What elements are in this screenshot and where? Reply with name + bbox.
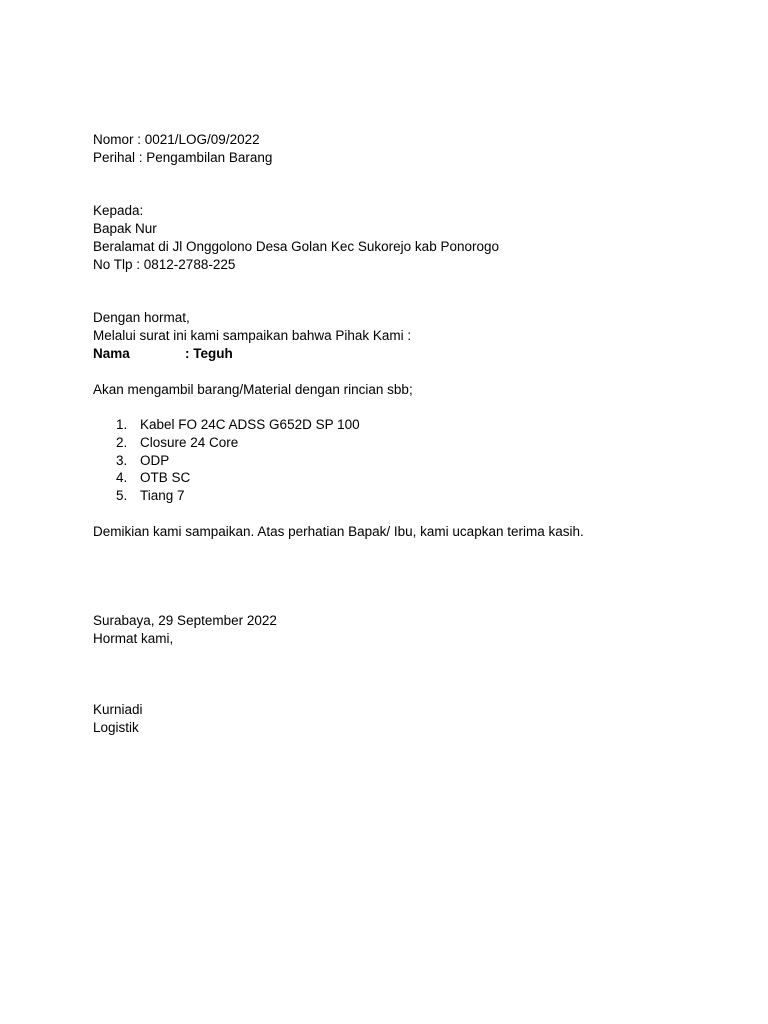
list-item-text: Closure 24 Core [140,435,239,450]
closing-text: Demikian kami sampaikan. Atas perhatian Bapak/ Ibu, kami ucapkan terima kasih. [93,524,584,539]
list-item-number: 2. [116,435,128,450]
recipient-name: Bapak Nur [93,221,157,236]
list-item-number: 5. [116,488,128,503]
list-item-text: OTB SC [140,470,191,485]
letter-number: Nomor : 0021/LOG/09/2022 [93,132,260,147]
list-item-text: ODP [140,453,170,468]
letter-subject: Perihal : Pengambilan Barang [93,150,273,165]
recipient-phone: No Tlp : 0812-2788-225 [93,257,236,272]
items-intro: Akan mengambil barang/Material dengan rincian sbb; [93,382,413,397]
nama-label: Nama [93,346,130,361]
list-item-number: 3. [116,453,128,468]
greeting: Dengan hormat, [93,310,190,325]
list-item-number: 1. [116,417,128,432]
list-item-text: Kabel FO 24C ADSS G652D SP 100 [140,417,360,432]
list-item-text: Tiang 7 [140,488,185,503]
signer-name: Kurniadi [93,702,143,717]
place-date: Surabaya, 29 September 2022 [93,613,277,628]
nama-value: : Teguh [185,346,233,361]
signer-title: Logistik [93,720,139,735]
regards: Hormat kami, [93,631,174,646]
recipient-address: Beralamat di Jl Onggolono Desa Golan Kec Sukorejo kab Ponorogo [93,239,499,254]
intro-text: Melalui surat ini kami sampaikan bahwa Pihak Kami : [93,328,412,343]
recipient-heading: Kepada: [93,203,144,218]
list-item-number: 4. [116,470,128,485]
